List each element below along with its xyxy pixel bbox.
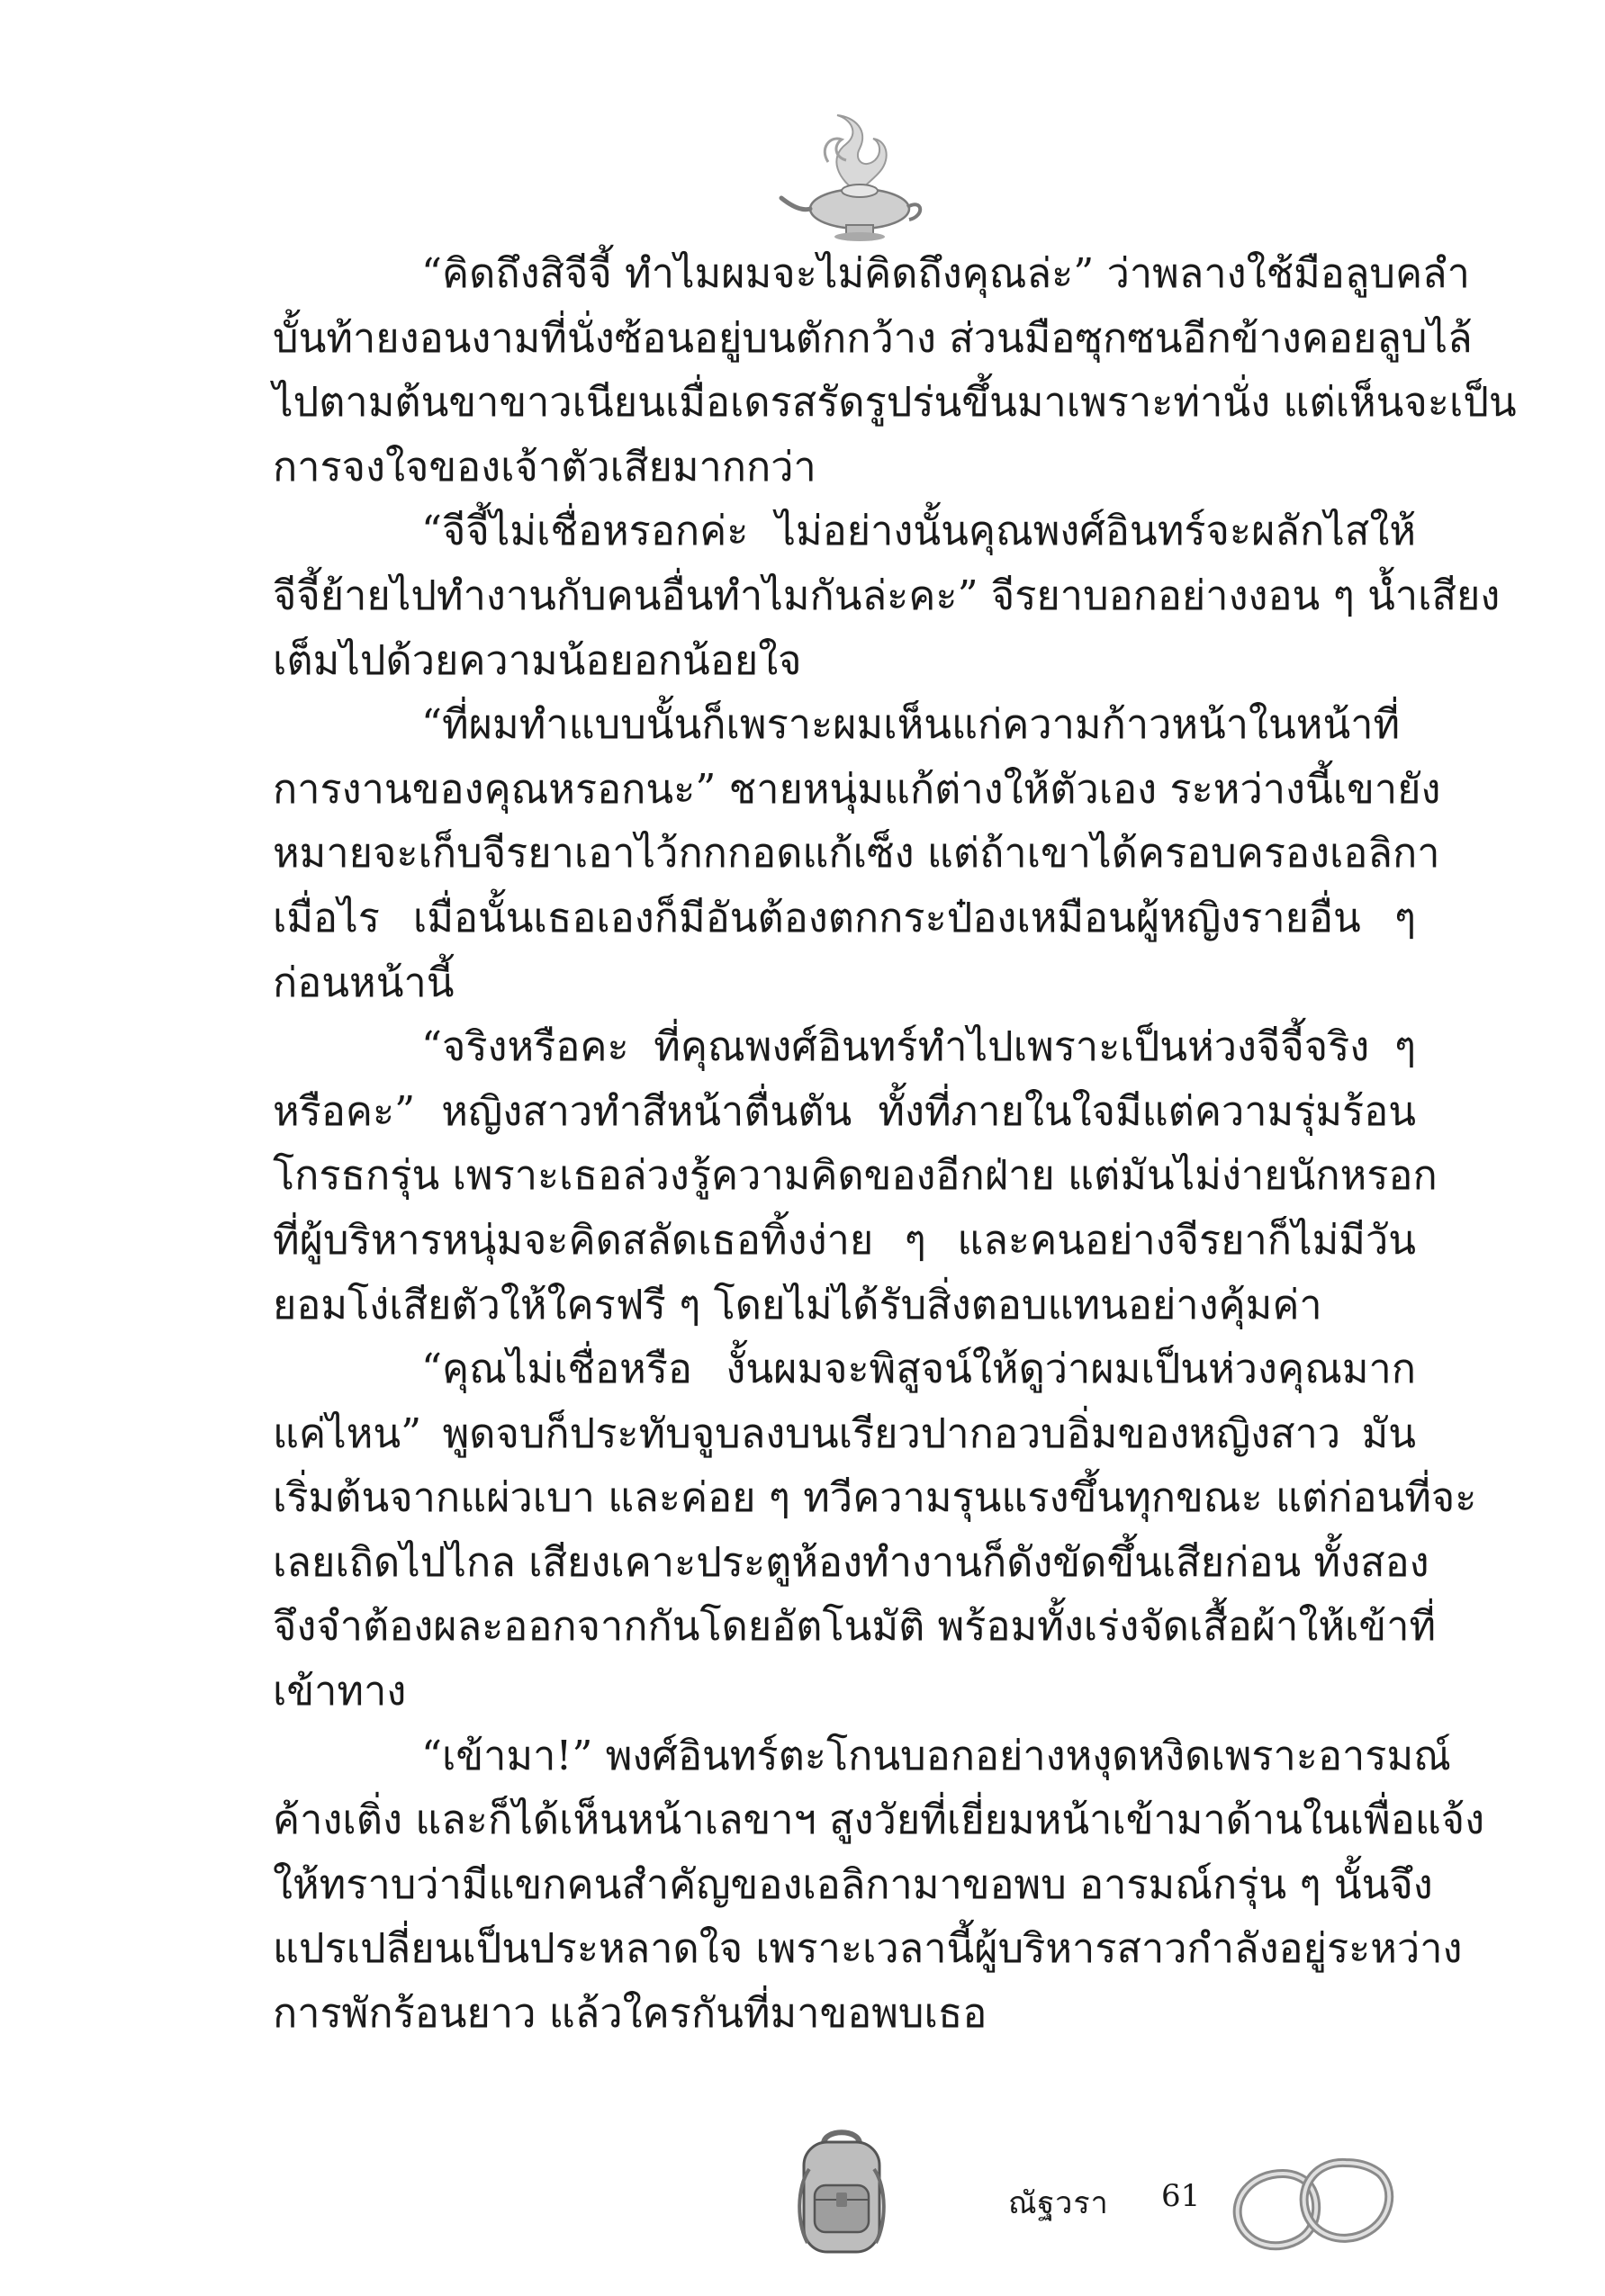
paragraph bbox=[273, 241, 1517, 499]
text-line: เข้าทาง bbox=[273, 1667, 407, 1715]
paragraph bbox=[273, 692, 1441, 1014]
text-line: “จริงหรือคะ ที่คุณพงศ์อินทร์ทำไปเพราะเป็นห่วงจีจี้จริง ๆ bbox=[421, 1022, 1416, 1071]
text-line: เต็มไปด้วยความน้อยอกน้อยใจ bbox=[273, 635, 802, 684]
backpack-icon bbox=[788, 2124, 896, 2259]
text-line: บั้นท้ายงอนงามที่นั่งซ้อนอยู่บนตักกว้าง ส่วนมือซุกซนอีกข้างคอยลูบไล้ bbox=[273, 313, 1473, 362]
story-text bbox=[273, 241, 1517, 2046]
text-line: การจงใจของเจ้าตัวเสียมากกว่า bbox=[273, 442, 816, 491]
text-line: “ที่ผมทำแบบนั้นก็เพราะผมเห็นแก่ความก้าวหน้าในหน้าที่ bbox=[421, 700, 1401, 749]
text-line: แค่ไหน” พูดจบก็ประทับจูบลงบนเรียวปากอวบอิ่มของหญิงสาว มัน bbox=[273, 1409, 1416, 1457]
text-line: เริ่มต้นจากแผ่วเบา และค่อย ๆ ทวีความรุนแรงขึ้นทุกขณะ แต่ก่อนที่จะ bbox=[273, 1473, 1477, 1522]
text-line: “เข้ามา!” พงศ์อินทร์ตะโกนบอกอย่างหงุดหงิดเพราะอารมณ์ bbox=[421, 1731, 1451, 1779]
text-line: ที่ผู้บริหารหนุ่มจะคิดสลัดเธอทิ้งง่าย ๆ และคนอย่างจีรยาก็ไม่มีวัน bbox=[273, 1215, 1416, 1264]
text-line: จีจี้ย้ายไปทำงานกับคนอื่นทำไมกันล่ะคะ” จีรยาบอกอย่างงอน ๆ น้ำเสียง bbox=[273, 571, 1501, 619]
text-line: ให้ทราบว่ามีแขกคนสำคัญของเอลิกามาขอพบ อารมณ์กรุ่น ๆ นั้นจึง bbox=[273, 1859, 1433, 1908]
text-line: ยอมโง่เสียตัวให้ใครฟรี ๆ โดยไม่ได้รับสิ่งตอบแทนอย่างคุ้มค่า bbox=[273, 1280, 1322, 1328]
text-line: ก่อนหน้านี้ bbox=[273, 958, 455, 1006]
text-line: การงานของคุณหรอกนะ” ชายหนุ่มแก้ต่างให้ตัวเอง ระหว่างนี้เขายัง bbox=[273, 764, 1441, 813]
text-line: “คุณไม่เชื่อหรือ งั้นผมจะพิสูจน์ให้ดูว่าผมเป็นห่วงคุณมาก bbox=[421, 1345, 1416, 1393]
page-footer bbox=[0, 2097, 1605, 2295]
text-line: “จีจี้ไม่เชื่อหรอกค่ะ ไม่อย่างนั้นคุณพงศ์อินทร์จะผลักไสให้ bbox=[421, 507, 1416, 555]
text-line: หมายจะเก็บจีรยาเอาไว้กกกอดแก้เซ็ง แต่ถ้าเขาได้ครอบครองเอลิกา bbox=[273, 829, 1440, 878]
author-name: ณัฐวรา bbox=[1008, 2185, 1109, 2221]
text-line: เมื่อไร เมื่อนั้นเธอเองก็มีอันต้องตกกระป๋องเหมือนผู้หญิงรายอื่น ๆ bbox=[273, 893, 1416, 941]
page-number: 61 bbox=[1161, 2178, 1201, 2214]
paragraph bbox=[273, 1337, 1477, 1724]
text-line: ไปตามต้นขาขาวเนียนเมื่อเดรสรัดรูปร่นขึ้นมาเพราะท่านั่ง แต่เห็นจะเป็น bbox=[273, 378, 1517, 427]
wedding-rings-icon bbox=[1220, 2147, 1409, 2264]
magic-lamp-icon bbox=[774, 108, 927, 243]
paragraph bbox=[273, 1014, 1438, 1337]
paragraph bbox=[273, 1724, 1485, 2046]
text-line: หรือคะ” หญิงสาวทำสีหน้าตื่นตัน ทั้งที่ภายในใจมีแต่ความรุ่มร้อน bbox=[273, 1086, 1416, 1135]
text-line: “คิดถึงสิจีจี้ ทำไมผมจะไม่คิดถึงคุณล่ะ” ว่าพลางใช้มือลูบคลำ bbox=[421, 249, 1470, 297]
paragraph bbox=[273, 499, 1501, 692]
text-line: การพักร้อนยาว แล้วใครกันที่มาขอพบเธอ bbox=[273, 1989, 987, 2038]
text-line: ค้างเติ่ง และก็ได้เห็นหน้าเลขาฯ สูงวัยที่เยี่ยมหน้าเข้ามาด้านในเพื่อแจ้ง bbox=[273, 1796, 1485, 1844]
text-line: โกรธกรุ่น เพราะเธอล่วงรู้ความคิดของอีกฝ่าย แต่มันไม่ง่ายนักหรอก bbox=[273, 1151, 1438, 1200]
text-line: จึงจำต้องผละออกจากกันโดยอัตโนมัติ พร้อมทั้งเร่งจัดเสื้อผ้าให้เข้าที่ bbox=[273, 1602, 1437, 1651]
text-line: แปรเปลี่ยนเป็นประหลาดใจ เพราะเวลานี้ผู้บริหารสาวกำลังอยู่ระหว่าง bbox=[273, 1924, 1463, 1973]
text-line: เลยเถิดไปไกล เสียงเคาะประตูห้องทำงานก็ดังขัดขึ้นเสียก่อน ทั้งสอง bbox=[273, 1537, 1429, 1586]
